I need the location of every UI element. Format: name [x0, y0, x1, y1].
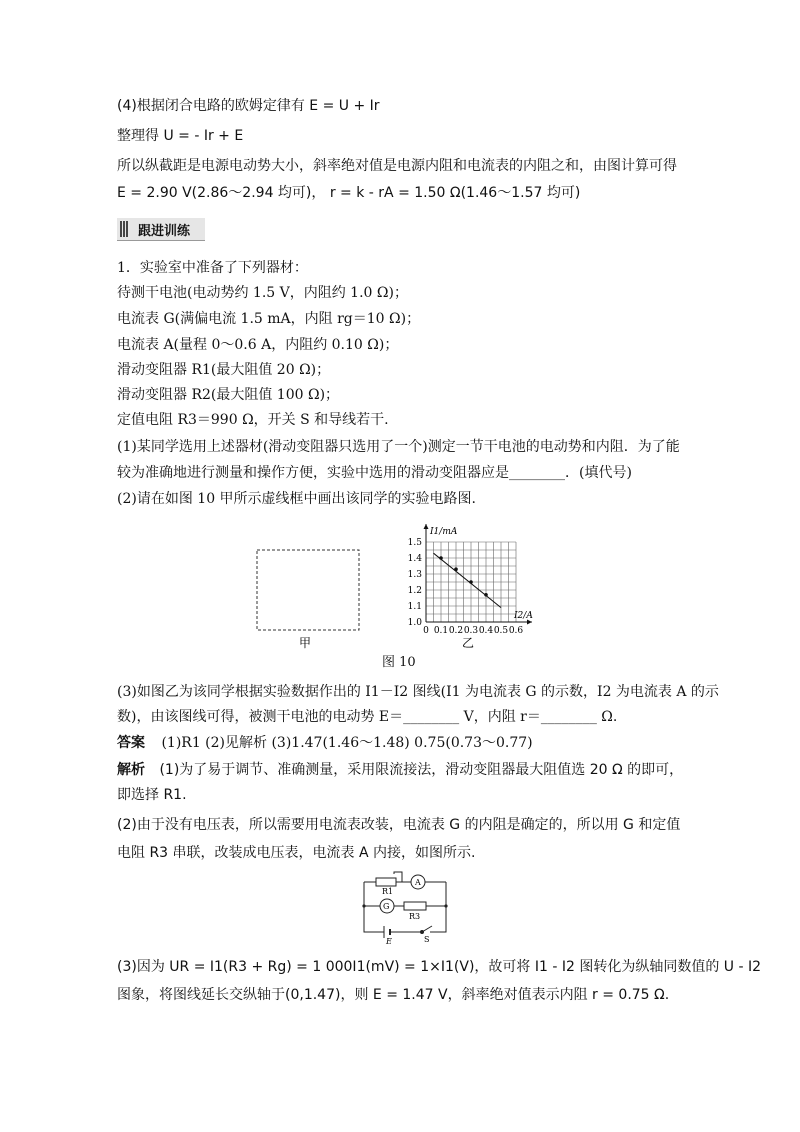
- junction-right: [444, 904, 447, 907]
- x-tick-label: 0.2: [448, 626, 464, 636]
- wire-right: [430, 882, 446, 932]
- problem-line-8: (1)某同学选用上述器材(滑动变阻器只选用了一个)测定一节干电池的电动势和内阻．为了能: [117, 439, 680, 455]
- data-point: [439, 556, 443, 560]
- y-tick-label: 1.4: [407, 554, 422, 564]
- intro-line-4: E = 2.90 V(2.86～2.94 均可)， r = k - rA = 1.50 Ω(1.46～1.57 均可): [117, 185, 581, 201]
- intro-line-1: (4)根据闭合电路的欧姆定律有 E = U + Ir: [117, 98, 380, 114]
- y-tick-label: 1.1: [407, 602, 422, 612]
- analysis-text-1: (1)为了易于调节、准确测量，采用限流接法，滑动变阻器最大阻值选 20 Ω 的即可，: [159, 762, 684, 778]
- y-axis-label: I1/mA: [430, 527, 458, 537]
- section-bars-icon: [120, 221, 128, 237]
- answer-line: [117, 733, 533, 753]
- data-point: [454, 567, 458, 571]
- problem-line-5: 滑动变阻器 R1(最大阻值 20 Ω)；: [117, 362, 331, 378]
- figure-caption: 图 10: [382, 655, 416, 670]
- label-yi: 乙: [462, 636, 475, 650]
- data-point: [484, 593, 488, 597]
- fit-line: [434, 553, 502, 607]
- junction-left: [362, 904, 365, 907]
- rheostat-slider: [394, 872, 402, 882]
- problem-line-1: 1．实验室中准备了下列器材：: [117, 260, 308, 276]
- x-axis-label: I2/A: [514, 611, 533, 621]
- analysis-label: 解析: [117, 762, 145, 778]
- x-tick-label: 0.1: [433, 626, 449, 636]
- section-tag: [117, 218, 205, 241]
- y-tick-label: 1.5: [407, 538, 422, 548]
- y-tick-label: 1.0: [407, 618, 422, 628]
- intro-line-3: 所以纵截距是电源电动势大小，斜率绝对值是电源内阻和电流表的内阻之和，由图计算可得: [117, 158, 677, 174]
- analysis-line-1: [117, 760, 683, 780]
- problem-line-4: 电流表 A(量程 0～0.6 A，内阻约 0.10 Ω)；: [117, 337, 399, 353]
- q3-line-2: 数)，由该图线可得，被测干电池的电动势 E＝________ V，内阻 r＝________ Ω.: [117, 709, 618, 725]
- x-tick-label: 0.5: [493, 626, 509, 636]
- rheostat-r1: [376, 878, 396, 886]
- q3-line-1: (3)如图乙为该同学根据实验数据作出的 I1－I2 图线(I1 为电流表 G 的示数，I2 为电流表 A 的示: [117, 684, 719, 700]
- answer-label: 答案: [117, 735, 145, 751]
- y-tick-label: 1.3: [407, 570, 422, 580]
- resistor-r3: [404, 902, 426, 910]
- problem-line-7: 定值电阻 R3＝990 Ω，开关 S 和导线若干.: [117, 412, 389, 428]
- analysis-line-4: 电阻 R3 串联，改装成电压表，电流表 A 内接，如图所示.: [117, 845, 476, 861]
- label-r1: R1: [382, 887, 394, 896]
- x-tick-label: 0: [423, 626, 429, 636]
- problem-line-2: 待测干电池(电动势约 1.5 V，内阻约 1.0 Ω)；: [117, 285, 408, 301]
- label-g: G: [383, 902, 390, 911]
- label-a: A: [415, 878, 421, 887]
- x-tick-label: 0.6: [508, 626, 524, 636]
- label-s: S: [424, 935, 430, 944]
- label-r3: R3: [409, 912, 421, 921]
- analysis-line-3: (2)由于没有电压表，所以需要用电流表改装，电流表 G 的内阻是确定的，所以用 G 和定值: [117, 817, 681, 833]
- label-e: E: [386, 937, 392, 944]
- problem-line-9: 较为准确地进行测量和操作方便，实验中选用的滑动变阻器应是________．(填代号): [117, 465, 632, 481]
- figure-10: [240, 512, 560, 662]
- circuit-diagram: [356, 866, 456, 944]
- problem-line-6: 滑动变阻器 R2(最大阻值 100 Ω)；: [117, 387, 340, 403]
- chart-i1-i2: [408, 524, 534, 636]
- x-tick-label: 0.3: [463, 626, 479, 636]
- problem-line-10: (2)请在如图 10 甲所示虚线框中画出该同学的实验电路图.: [117, 491, 476, 507]
- label-jia: 甲: [299, 636, 312, 650]
- analysis-line-5: (3)因为 UR = I1(R3 + Rg) = 1 000I1(mV) = 1×I1(V)，故可将 I1 - I2 图转化为纵轴同数值的 U - I2: [117, 959, 762, 975]
- section-title: 跟进训练: [138, 223, 191, 239]
- y-tick-label: 1.2: [407, 586, 422, 596]
- y-axis-arrow-icon: [424, 524, 429, 529]
- data-point: [469, 580, 473, 584]
- dashed-box: [257, 550, 359, 630]
- analysis-line-6: 图象，将图线延长交纵轴于(0,1.47)，则 E = 1.47 V，斜率绝对值表示内阻 r = 0.75 Ω.: [117, 987, 670, 1003]
- x-tick-label: 0.4: [478, 626, 494, 636]
- switch-blade: [422, 926, 432, 932]
- problem-line-3: 电流表 G(满偏电流 1.5 mA，内阻 rg＝10 Ω)；: [117, 311, 421, 327]
- intro-line-2: 整理得 U = - Ir + E: [117, 128, 244, 144]
- answer-text: (1)R1 (2)见解析 (3)1.47(1.46～1.48) 0.75(0.73～0.77): [161, 735, 533, 751]
- analysis-line-2: 即选择 R1.: [117, 787, 187, 803]
- wire-left: [364, 882, 384, 932]
